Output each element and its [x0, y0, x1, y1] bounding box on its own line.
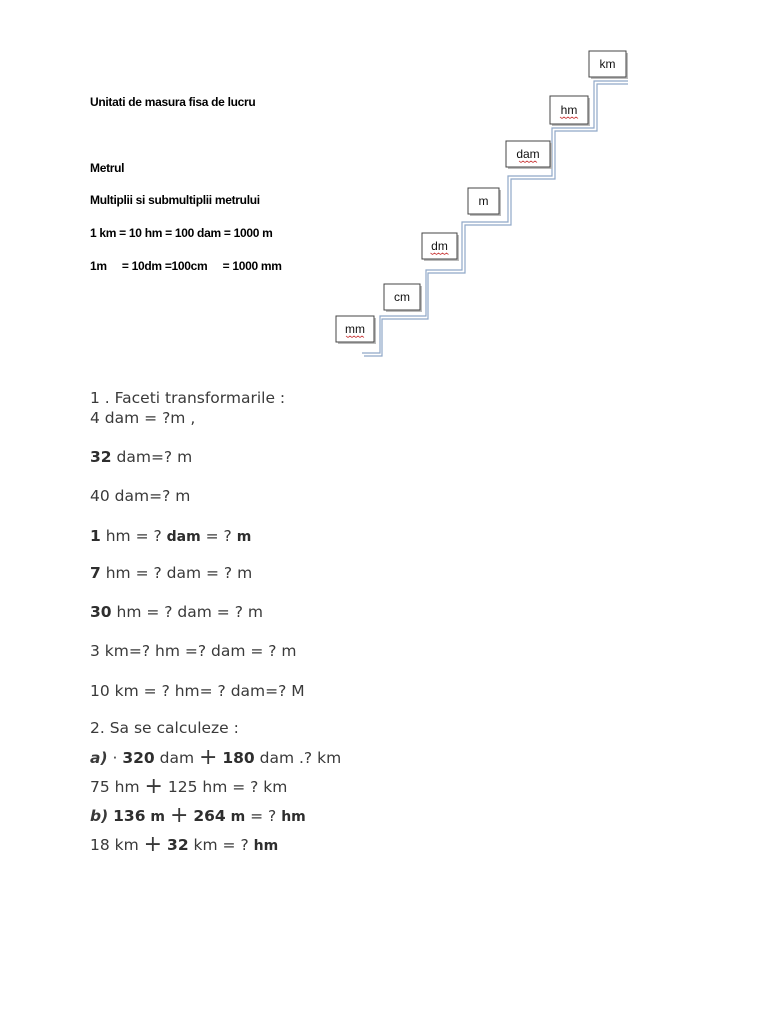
multiples-heading: Multiplii si submultiplii metrului: [90, 193, 260, 207]
exercise-1-item: 40 dam=? m: [90, 487, 191, 505]
exercise-1-item: 3 km=? hm =? dam = ? m: [90, 642, 297, 660]
multiples-equation: 1 km = 10 hm = 100 dam = 1000 m: [90, 226, 273, 240]
unit: m: [230, 809, 246, 825]
exercise-1-item: [90, 564, 252, 582]
text: 75 hm: [90, 778, 145, 796]
plus-sign: +: [144, 774, 163, 799]
exercise-1-item: 4 dam = ?m ,: [90, 409, 196, 427]
exercise-2-item: [90, 831, 278, 856]
number: 30: [90, 603, 112, 621]
unit-label: dam: [516, 147, 540, 161]
item-label: a): [90, 749, 108, 767]
exercise-2-item: [90, 773, 287, 798]
text: = ?: [245, 807, 282, 825]
exercise-2-item-b: [90, 802, 306, 827]
exercise-1-item: [90, 603, 263, 621]
text: 125 hm = ? km: [162, 778, 288, 796]
number: 7: [90, 564, 101, 582]
unit-box-hm: [550, 96, 590, 126]
unit-box-dam: [506, 141, 552, 169]
text: hm = ? dam = ? m: [100, 564, 253, 582]
exercise-2-item-a: [90, 744, 341, 769]
unit-box-m: [468, 188, 501, 216]
text: km = ?: [188, 836, 254, 854]
plus-sign: +: [169, 803, 189, 828]
number: 32: [90, 448, 112, 466]
exercise-1-heading: 1 . Faceti transformarile :: [90, 389, 286, 407]
exercise-1-item: [90, 448, 192, 466]
unit: hm: [253, 838, 279, 854]
text: hm = ?: [100, 527, 167, 545]
number: 180: [222, 749, 255, 767]
unit-label: hm: [560, 103, 578, 117]
plus-sign: +: [143, 832, 163, 857]
unit: hm: [281, 809, 306, 825]
text: 18 km: [90, 836, 144, 854]
unit-box-km: [589, 51, 628, 79]
item-label: b): [90, 807, 109, 825]
number: 264: [193, 807, 226, 825]
unit: m: [236, 529, 252, 545]
submultiples-equation: 1m = 10dm =100cm = 1000 mm: [90, 259, 282, 273]
plus-sign: +: [198, 745, 218, 770]
unit: dam: [166, 529, 201, 545]
text: dam=? m: [111, 448, 193, 466]
number: 136: [113, 807, 146, 825]
unit-label: km: [599, 57, 616, 71]
text: dam .? km: [254, 749, 342, 767]
number: 1: [90, 527, 101, 545]
exercise-1-item: [90, 527, 251, 545]
unit-label: dm: [431, 239, 448, 253]
text: hm = ? dam = ? m: [111, 603, 263, 621]
number: 320: [122, 749, 155, 767]
section-title-metrul: Metrul: [90, 161, 125, 175]
unit-box-mm: [336, 316, 376, 344]
unit-label: m: [478, 194, 489, 208]
exercise-1-item: 10 km = ? hm= ? dam=? M: [90, 682, 305, 700]
number: 32: [167, 836, 189, 854]
unit-box-dm: [422, 233, 459, 261]
unit-label: cm: [394, 290, 410, 304]
unit-box-cm: [384, 284, 422, 312]
worksheet-title: Unitati de masura fisa de lucru: [90, 95, 256, 109]
unit-label: mm: [345, 322, 365, 336]
units-staircase-diagram: [0, 0, 768, 400]
text: = ?: [200, 527, 237, 545]
text: ·: [107, 749, 123, 767]
unit-boxes: [336, 51, 628, 344]
text: dam: [154, 749, 199, 767]
exercise-2-heading: 2. Sa se calculeze :: [90, 719, 239, 737]
unit: m: [150, 809, 166, 825]
